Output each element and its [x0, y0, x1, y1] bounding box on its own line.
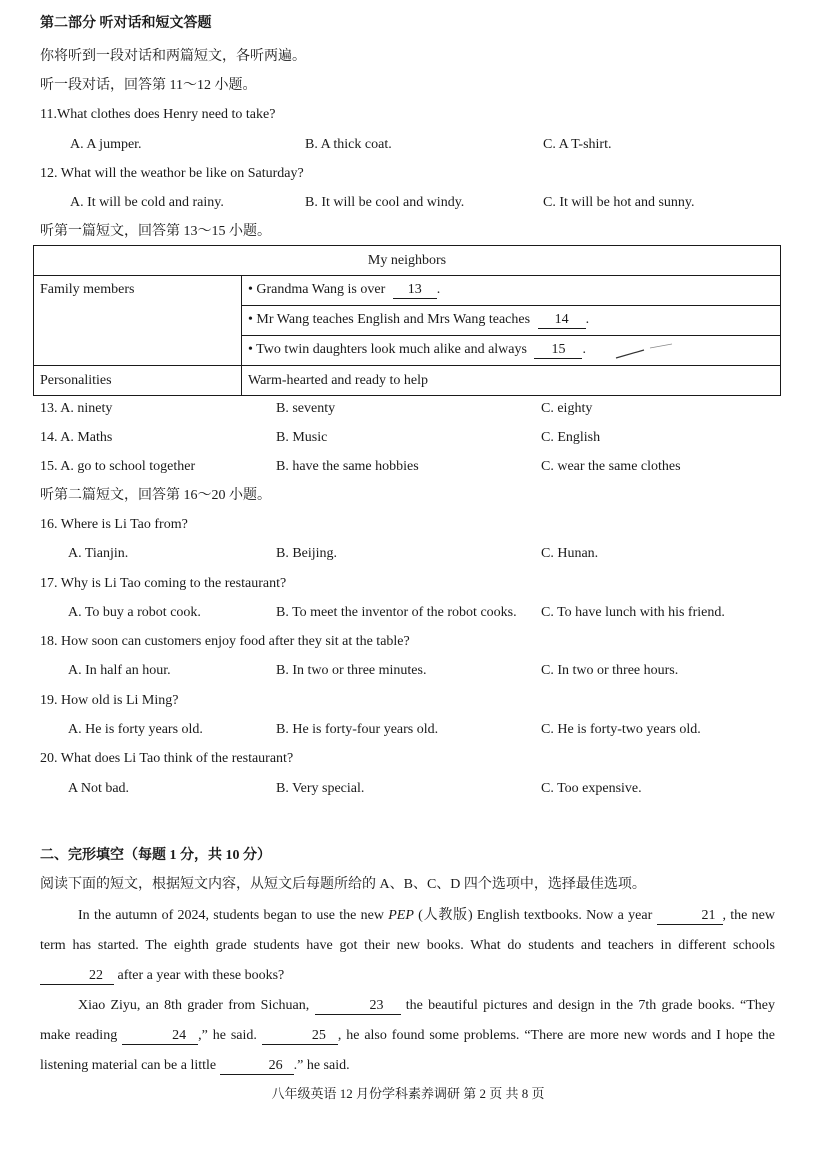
blank-23[interactable]: 23 [315, 998, 401, 1015]
p1-text-c: , the new term has started. The eighth grade students have got their new books. What do students and teachers in different schools [40, 908, 775, 953]
p1-text-d: after a year with these books? [114, 968, 285, 983]
q16-stem: 16. Where is Li Tao from? [40, 517, 188, 532]
cloze-paragraph-2 [40, 991, 775, 1081]
personalities-label: Personalities [34, 366, 242, 396]
dialogue-note: 听一段对话，回答第 11～12 小题。 [40, 78, 257, 93]
cloze-paragraph-1 [40, 901, 775, 991]
q20-option-c: C. Too expensive. [541, 781, 642, 796]
q15-stem: 15. A. go to school together [40, 459, 196, 474]
pen-stroke-mark [614, 342, 674, 362]
page-footer: 八年级英语 12 月份学科素养调研 第 2 页 共 8 页 [271, 1086, 545, 1101]
q17-stem: 17. Why is Li Tao coming to the restaurant? [40, 576, 287, 591]
q14-stem: 14. A. Maths [40, 430, 113, 445]
q11-option-c: C. A T-shirt. [543, 137, 612, 152]
q13-stem: 13. A. ninety [40, 401, 113, 416]
q12-stem: 12. What will the weathor be like on Saturday? [40, 166, 304, 181]
p2-text-d: , he also found some problems. “There are more new words and I hope the listening material can be a little [40, 1028, 775, 1073]
blank-14[interactable]: 14 [538, 312, 586, 329]
p2-text-c: ,” he said. [198, 1028, 262, 1043]
q16-option-c: C. Hunan. [541, 546, 599, 561]
q18-option-a: A. In half an hour. [68, 663, 171, 678]
personalities-value: Warm-hearted and ready to help [242, 366, 781, 396]
q17-option-b: B. To meet the inventor of the robot cooks. [276, 605, 517, 620]
q11-option-a: A. A jumper. [70, 137, 142, 152]
p2-text-e: .” he said. [293, 1058, 350, 1073]
q20-option-a: A Not bad. [68, 781, 130, 796]
q18-option-b: B. In two or three minutes. [276, 663, 427, 678]
q12-option-b: B. It will be cool and windy. [305, 195, 465, 210]
q13-option-c: C. eighty [541, 401, 593, 416]
passage1-note: 听第一篇短文，回答第 13～15 小题。 [40, 224, 271, 239]
row1-text: • Grandma Wang is over [248, 282, 386, 297]
pep-label: PEP [388, 908, 414, 923]
blank-25[interactable]: 25 [262, 1028, 338, 1045]
p2-text-a: Xiao Ziyu, an 8th grader from Sichuan, [78, 998, 315, 1013]
row3-text: • Two twin daughters look much alike and always [248, 342, 527, 357]
q14-option-b: B. Music [276, 430, 328, 445]
row2-text: • Mr Wang teaches English and Mrs Wang teaches [248, 312, 531, 327]
q12-option-c: C. It will be hot and sunny. [543, 195, 695, 210]
p1-text-a: In the autumn of 2024, students began to use the new [78, 908, 389, 923]
blank-22[interactable]: 22 [40, 968, 114, 985]
passage2-note: 听第二篇短文，回答第 16～20 小题。 [40, 488, 271, 503]
q11-option-b: B. A thick coat. [305, 137, 392, 152]
q14-option-c: C. English [541, 430, 601, 445]
table-title: My neighbors [34, 246, 781, 276]
q15-option-b: B. have the same hobbies [276, 459, 419, 474]
p1-text-b: (人教版) English textbooks. Now a year [413, 908, 657, 923]
part2-instruction: 你将听到一段对话和两篇短文，各听两遍。 [40, 49, 306, 64]
q13-option-b: B. seventy [276, 401, 336, 416]
cloze-heading: 二、完形填空（每题 1 分，共 10 分） [40, 848, 271, 863]
q12-option-a: A. It will be cold and rainy. [70, 195, 224, 210]
q17-option-a: A. To buy a robot cook. [68, 605, 201, 620]
table-row-teachers: • Mr Wang teaches English and Mrs Wang teaches 14 . [242, 306, 781, 336]
table-row-grandma: • Grandma Wang is over 13 . [242, 276, 781, 306]
blank-24[interactable]: 24 [122, 1028, 198, 1045]
part2-heading: 第二部分 听对话和短文答题 [40, 16, 212, 31]
q19-option-b: B. He is forty-four years old. [276, 722, 439, 737]
q15-option-c: C. wear the same clothes [541, 459, 681, 474]
q19-option-a: A. He is forty years old. [68, 722, 203, 737]
q19-option-c: C. He is forty-two years old. [541, 722, 701, 737]
blank-21[interactable]: 21 [657, 908, 723, 925]
q19-stem: 19. How old is Li Ming? [40, 693, 179, 708]
q18-stem: 18. How soon can customers enjoy food after they sit at the table? [40, 634, 410, 649]
neighbors-table [33, 245, 781, 396]
q16-option-b: B. Beijing. [276, 546, 338, 561]
q17-option-c: C. To have lunch with his friend. [541, 605, 725, 620]
q20-stem: 20. What does Li Tao think of the restaurant? [40, 751, 294, 766]
table-row-daughters: • Two twin daughters look much alike and always 15 . [242, 336, 781, 366]
blank-15[interactable]: 15 [534, 342, 582, 359]
q20-option-b: B. Very special. [276, 781, 365, 796]
family-members-label: Family members [34, 276, 242, 366]
blank-26[interactable]: 26 [220, 1058, 294, 1075]
q11-stem: 11.What clothes does Henry need to take? [40, 107, 276, 122]
p2-text-b: the beautiful pictures and design in the 7th grade books. “They make reading [40, 998, 775, 1043]
cloze-instruction: 阅读下面的短文，根据短文内容，从短文后每题所给的 A、B、C、D 四个选项中，选择最佳选项。 [40, 877, 646, 892]
blank-13[interactable]: 13 [393, 282, 437, 299]
q18-option-c: C. In two or three hours. [541, 663, 679, 678]
q16-option-a: A. Tianjin. [68, 546, 129, 561]
